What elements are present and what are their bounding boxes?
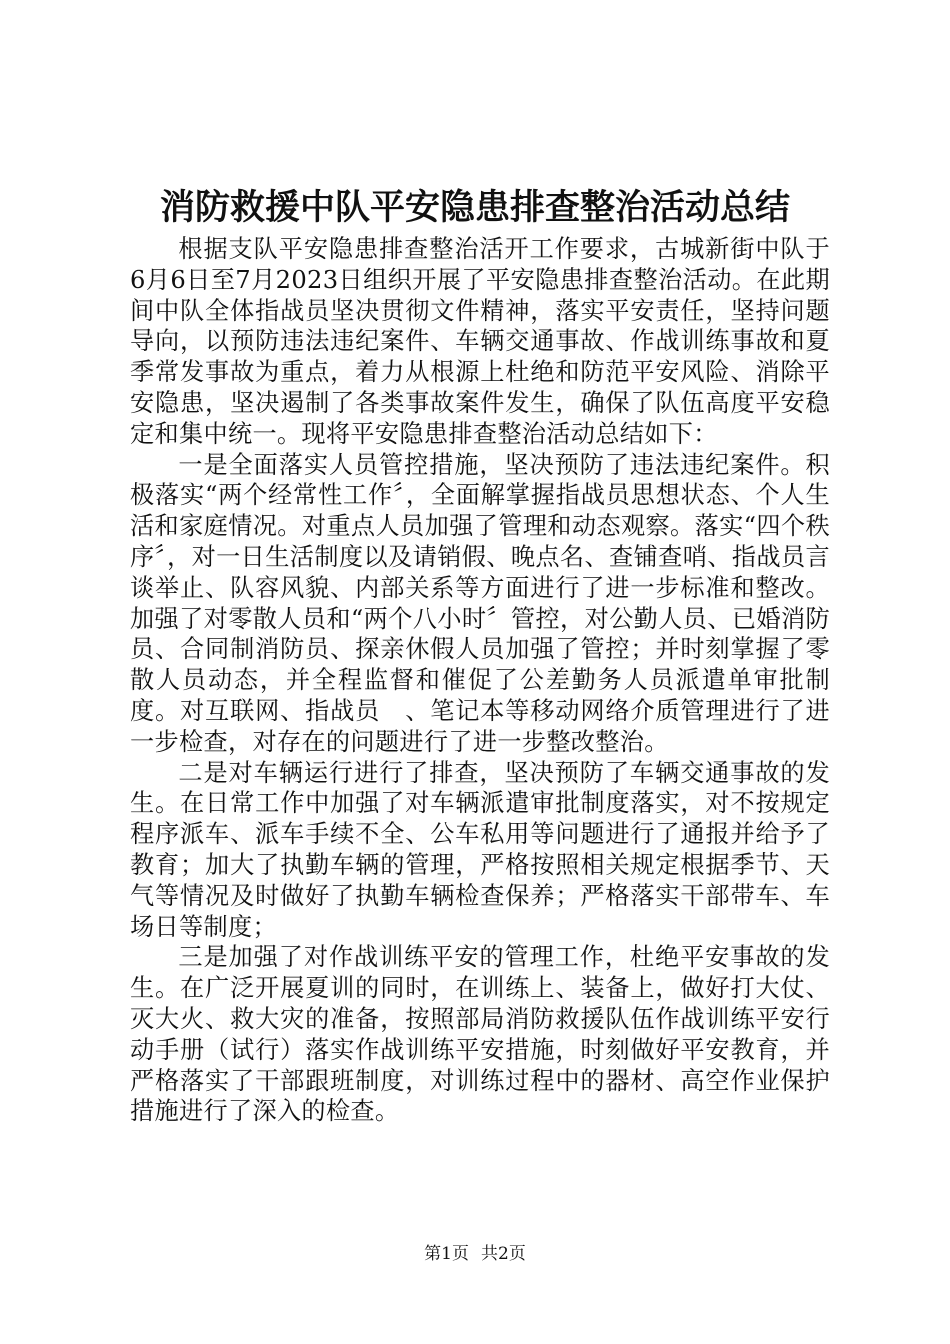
document-title: 消防救援中队平安隐患排查整治活动总结: [159, 188, 790, 228]
page-number-current: 第1页: [424, 1244, 469, 1264]
paragraph-personnel-control: 一是全面落实人员管控措施，坚决预防了违法违纪案件。积极落实“两个经常性工作〞，全面解掌握指战员思想状态、个人生活和家庭情况。对重点人员加强了管理和动态观察。落实“四个秩序〞，对一日生活制度以及请销假、晚点名、查铺查哨、指战员言谈举止、队容风貌、内部关系等方面进行了进一步标准和整改。加强了对零散人员和“两个八小时〞管控，对公勤人员、已婚消防员、合同制消防员、探亲休假人员加强了管控；并时刻掌握了零散人员动态，并全程监督和催促了公差勤务人员派遣单审批制度。对互联网、指战员 、笔记本等移动网络介质管理进行了进一步检查，对存在的问题进行了进一步整改整治。: [130, 450, 830, 756]
paragraph-training-safety: 三是加强了对作战训练平安的管理工作，杜绝平安事故的发生。在广泛开展夏训的同时，在训练上、装备上，做好打大仗、灭大火、救大灾的准备，按照部局消防救援队伍作战训练平安行动手册（试行）落实作战训练平安措施，时刻做好平安教育，并严格落实了干部跟班制度，对训练过程中的器材、高空作业保护措施进行了深入的检查。: [130, 943, 830, 1126]
page-number-total: 共2页: [481, 1244, 526, 1264]
paragraph-vehicle-safety: 二是对车辆运行进行了排查，坚决预防了车辆交通事故的发生。在日常工作中加强了对车辆派遣审批制度落实，对不按规定程序派车、派车手续不全、公车私用等问题进行了通报并给予了教育；加大了执勤车辆的管理，严格按照相关规定根据季节、天气等情况及时做好了执勤车辆检查保养；严格落实干部带车、车场日等制度；: [130, 758, 830, 941]
document-body: [130, 234, 830, 1127]
page-footer: [0, 1242, 950, 1266]
paragraph-intro: 根据支队平安隐患排查整治活开工作要求，古城新街中队于6月6日至7月2023日组织开展了平安隐患排查整治活动。在此期间中队全体指战员坚决贯彻文件精神，落实平安责任，坚持问题导向，以预防违法违纪案件、车辆交通事故、作战训练事故和夏季常发事故为重点，着力从根源上杜绝和防范平安风险、消除平安隐患，坚决遏制了各类事故案件发生，确保了队伍高度平安稳定和集中统一。现将平安隐患排查整治活动总结如下：: [130, 235, 830, 448]
